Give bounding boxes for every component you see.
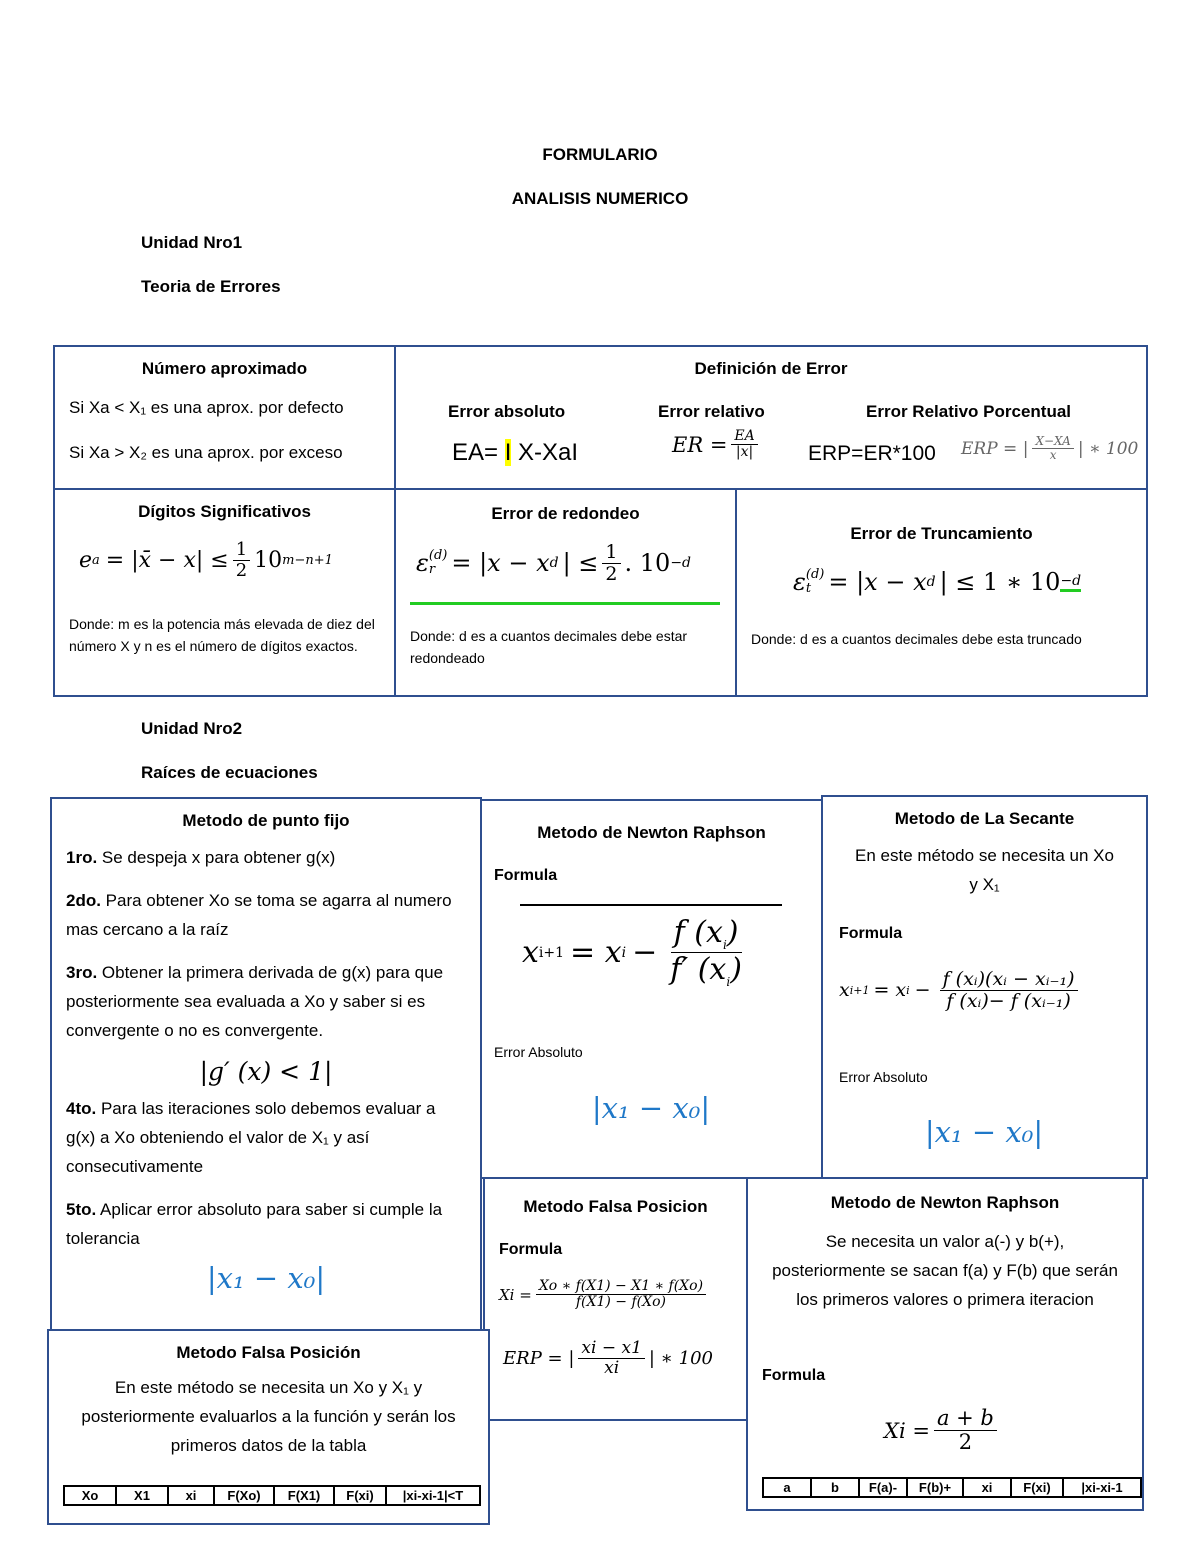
table-cell: F(b)+ xyxy=(907,1478,963,1497)
fp1-den: f(X1) − f(Xo) xyxy=(575,1294,666,1311)
newton1-box xyxy=(480,799,823,1179)
newton1-formula-label: Formula xyxy=(494,867,558,884)
ea-lhs: EA= xyxy=(452,439,499,466)
n1-den-sub: i xyxy=(726,975,731,990)
newton2-desc: Se necesita un valor a(-) y b(+), posteriormente se sacan f(a) y F(b) que serán los primeros valores o primera iteracion xyxy=(772,1232,1118,1309)
redondeo-rhs-sup: −d xyxy=(670,555,692,572)
numero-aproximado-box xyxy=(53,345,396,490)
step5-text: Aplicar error absoluto para saber si cumple la tolerancia xyxy=(66,1200,443,1248)
table-cell: F(xi) xyxy=(334,1486,386,1505)
step4-text: Para las iteraciones solo debemos evaluar a g(x) a Xo obteniendo el valor de X₁ y así consecutivamente xyxy=(66,1099,436,1176)
error-relativo-formula xyxy=(672,429,762,461)
newton2-formula xyxy=(884,1407,1001,1454)
erp-num: X−XA xyxy=(1032,435,1073,449)
table-cell: |xi-xi-1|<T xyxy=(386,1486,480,1505)
falsa-posicion2-title: Metodo Falsa Posición xyxy=(176,1343,361,1362)
erp-lhs: ERP = | xyxy=(961,438,1029,459)
erp-text: ERP=ER*100 xyxy=(808,442,936,465)
falsa-posicion1-box xyxy=(483,1177,748,1421)
truncamiento-formula xyxy=(793,568,1081,597)
n1-num xyxy=(671,916,742,953)
sec-num: f (xᵢ)(xᵢ − xᵢ₋₁) xyxy=(940,969,1078,991)
secante-error-label: Error Absoluto xyxy=(839,1069,928,1085)
digitos-mid: = |x̄ − x| ≤ xyxy=(105,547,229,573)
fp1-erp-den: xi xyxy=(604,1357,620,1378)
secante-error: |x₁ − x₀| xyxy=(924,1115,1044,1149)
redondeo-den: 2 xyxy=(605,562,618,585)
punto-fijo-title: Metodo de punto fijo xyxy=(182,811,350,830)
truncamiento-rhs-sup: −d xyxy=(1060,573,1081,592)
fp1-num: Xo ∗ f(X1) − X1 ∗ f(Xo) xyxy=(536,1279,706,1295)
punto-fijo-step4 xyxy=(52,1094,480,1181)
secante-desc: En este método se necesita un Xo y X₁ xyxy=(855,846,1114,894)
punto-fijo-error: |x₁ − x₀| xyxy=(206,1261,326,1295)
fp1-lhs: Xi = xyxy=(499,1285,532,1304)
table-cell: xi xyxy=(963,1478,1011,1497)
truncamiento-note: Donde: d es a cuantos decimales debe esta truncado xyxy=(751,631,1082,647)
unit2-heading: Unidad Nro2 xyxy=(141,719,243,738)
falsa-posicion1-formula xyxy=(499,1279,710,1311)
redondeo-formula xyxy=(416,542,691,585)
redondeo-lhs: ε xyxy=(416,549,429,578)
n1-lhs-sub: i+1 xyxy=(538,944,565,961)
step2-num: 2do. xyxy=(66,891,101,910)
digitos-base: 10 xyxy=(254,547,283,573)
redondeo-note: Donde: d es a cuantos decimales debe estar redondeado xyxy=(410,628,688,666)
punto-fijo-step1 xyxy=(52,843,480,872)
erp-rhs: | ∗ 100 xyxy=(1077,438,1139,459)
numero-aproximado-title: Número aproximado xyxy=(141,359,308,378)
digitos-title: Dígitos Significativos xyxy=(138,502,311,521)
punto-fijo-step5 xyxy=(52,1195,480,1253)
digitos-lhs: e xyxy=(79,547,93,573)
n1-minus: − xyxy=(632,935,658,971)
error-absoluto-title: Error absoluto xyxy=(448,402,566,421)
sec-lhs: x xyxy=(839,979,850,1002)
fp1-erp-rhs: | ∗ 100 xyxy=(648,1347,713,1369)
punto-fijo-step2 xyxy=(52,886,480,944)
erp-formula xyxy=(961,435,1138,462)
redondeo-title: Error de redondeo xyxy=(491,504,640,523)
n1-eq: = x xyxy=(570,935,622,971)
n2-num: a + b xyxy=(934,1407,997,1431)
table-cell: a xyxy=(763,1478,811,1497)
er-num: EA xyxy=(731,429,757,445)
truncamiento-title: Error de Truncamiento xyxy=(850,524,1033,543)
ea-bar: I xyxy=(504,439,512,466)
fp1-erp-lhs: ERP = | xyxy=(503,1347,575,1369)
unit1-topic: Teoria de Errores xyxy=(141,277,281,296)
table-row xyxy=(64,1486,480,1505)
sec-lhs-sub: i+1 xyxy=(849,983,870,997)
er-den: |x| xyxy=(735,444,754,461)
table-cell: F(X1) xyxy=(274,1486,334,1505)
digitos-note: Donde: m es la potencia más elevada de diez del número X y n es el número de dígitos exactos. xyxy=(69,616,375,654)
truncamiento-rhs: | ≤ 1 ∗ 10 xyxy=(939,568,1061,597)
n2-lhs: Xi = xyxy=(884,1418,930,1443)
numero-aproximado-line2: Si Xa > X₂ es una aprox. por exceso xyxy=(69,443,343,462)
ea-rhs: X-XaI xyxy=(518,439,579,466)
digitos-sub: a xyxy=(92,552,100,568)
sec-eq: = x xyxy=(873,979,907,1002)
table-cell: xi xyxy=(168,1486,214,1505)
step3-num: 3ro. xyxy=(66,963,98,982)
numero-aproximado-line1: Si Xa < X₁ es una aprox. por defecto xyxy=(69,398,344,417)
redondeo-mid: = |x − x xyxy=(451,549,550,578)
n1-num-sub: i xyxy=(722,938,727,952)
falsa-posicion2-table xyxy=(63,1485,481,1506)
sec-den: f (xᵢ)− f (xᵢ₋₁) xyxy=(946,989,1071,1012)
green-underline xyxy=(410,602,720,605)
n1-den xyxy=(667,953,745,989)
redondeo-mid-sup: d xyxy=(549,555,559,572)
redondeo-rhs: . 10 xyxy=(624,549,671,578)
table-cell: b xyxy=(811,1478,859,1497)
newton2-table xyxy=(762,1477,1142,1498)
falsa-posicion1-erp xyxy=(503,1339,713,1377)
table-cell: F(xi) xyxy=(1011,1478,1063,1497)
truncamiento-box xyxy=(735,488,1148,697)
secante-title: Metodo de La Secante xyxy=(894,809,1075,828)
truncamiento-sup: (d) xyxy=(805,567,825,582)
table-row xyxy=(763,1478,1141,1497)
erp-den: x xyxy=(1049,448,1057,463)
definicion-error-title: Definición de Error xyxy=(694,359,848,378)
falsa-posicion2-desc: En este método se necesita un Xo y X₁ y posteriormente evaluarlos a la función y serán los primeros datos de la tabla xyxy=(81,1378,456,1455)
redondeo-num: 1 xyxy=(602,542,620,564)
truncamiento-lhs: ε xyxy=(793,568,806,597)
newton1-rule xyxy=(520,904,782,906)
er-lhs: ER = xyxy=(672,432,728,457)
falsa-posicion1-formula-label: Formula xyxy=(499,1241,563,1258)
table-cell: |xi-xi-1 xyxy=(1063,1478,1141,1497)
sec-eq-sub: i xyxy=(906,983,910,997)
error-porcentual-title: Error Relativo Porcentual xyxy=(866,402,1072,421)
n1-num-a: f (x xyxy=(673,915,723,950)
doc-title: FORMULARIO xyxy=(542,145,658,164)
falsa-posicion2-box xyxy=(47,1329,490,1525)
step3-text: Obtener la primera derivada de g(x) para que posteriormente sea evaluada a Xo y saber si es convergente o no es convergente. xyxy=(66,963,444,1040)
truncamiento-mid: = |x − x xyxy=(828,568,927,597)
secante-formula-label: Formula xyxy=(839,925,903,942)
n1-den-end: ) xyxy=(730,952,742,988)
n1-eq-sub: i xyxy=(621,944,627,961)
convergence-condition: |g′ (x) < 1| xyxy=(199,1057,333,1086)
secante-box xyxy=(821,795,1148,1179)
truncamiento-mid-sup: d xyxy=(926,574,936,591)
digitos-exp: m−n+1 xyxy=(282,552,333,568)
punto-fijo-box xyxy=(50,797,482,1335)
digitos-den: 2 xyxy=(235,559,248,581)
digitos-num: 1 xyxy=(233,540,250,561)
n1-num-end: ) xyxy=(726,915,739,950)
error-absoluto-formula xyxy=(452,439,578,467)
step1-text: Se despeja x para obtener g(x) xyxy=(97,848,336,867)
sec-minus: − xyxy=(914,979,931,1002)
doc-subtitle: ANALISIS NUMERICO xyxy=(511,189,689,208)
newton1-title: Metodo de Newton Raphson xyxy=(537,823,766,842)
step2-text: Para obtener Xo se toma se agarra al numero mas cercano a la raíz xyxy=(66,891,452,939)
n2-den: 2 xyxy=(958,1430,973,1455)
newton2-box xyxy=(746,1177,1144,1511)
newton2-title: Metodo de Newton Raphson xyxy=(830,1193,1060,1212)
table-cell: F(a)- xyxy=(859,1478,907,1497)
unit2-topic: Raíces de ecuaciones xyxy=(141,763,318,782)
punto-fijo-step3 xyxy=(52,958,480,1045)
unit1-heading: Unidad Nro1 xyxy=(141,233,243,252)
step4-num: 4to. xyxy=(66,1099,97,1118)
newton1-error: |x₁ − x₀| xyxy=(591,1091,711,1125)
table-cell: Xo xyxy=(64,1486,116,1505)
redondeo-sub: r xyxy=(428,562,436,578)
falsa-posicion1-title: Metodo Falsa Posicion xyxy=(523,1197,708,1216)
newton1-error-label: Error Absoluto xyxy=(494,1044,583,1060)
step1-num: 1ro. xyxy=(66,848,98,867)
newton2-formula-label: Formula xyxy=(762,1367,826,1384)
redondeo-mid2: | ≤ xyxy=(562,549,599,578)
newton1-formula xyxy=(522,916,749,989)
step5-num: 5to. xyxy=(66,1200,97,1219)
table-cell: F(Xo) xyxy=(214,1486,274,1505)
n1-lhs: x xyxy=(522,935,539,971)
error-relativo-title: Error relativo xyxy=(658,402,765,421)
digitos-box xyxy=(53,488,396,697)
table-cell: X1 xyxy=(116,1486,168,1505)
digitos-formula xyxy=(79,540,333,581)
secante-formula xyxy=(839,969,1082,1012)
n1-den-a: f′ (x xyxy=(670,952,727,988)
definicion-error-box xyxy=(394,345,1148,490)
redondeo-sup: (d) xyxy=(428,548,448,564)
truncamiento-sub: t xyxy=(805,581,812,597)
redondeo-box xyxy=(394,488,737,697)
fp1-erp-num: xi − x1 xyxy=(578,1339,644,1359)
